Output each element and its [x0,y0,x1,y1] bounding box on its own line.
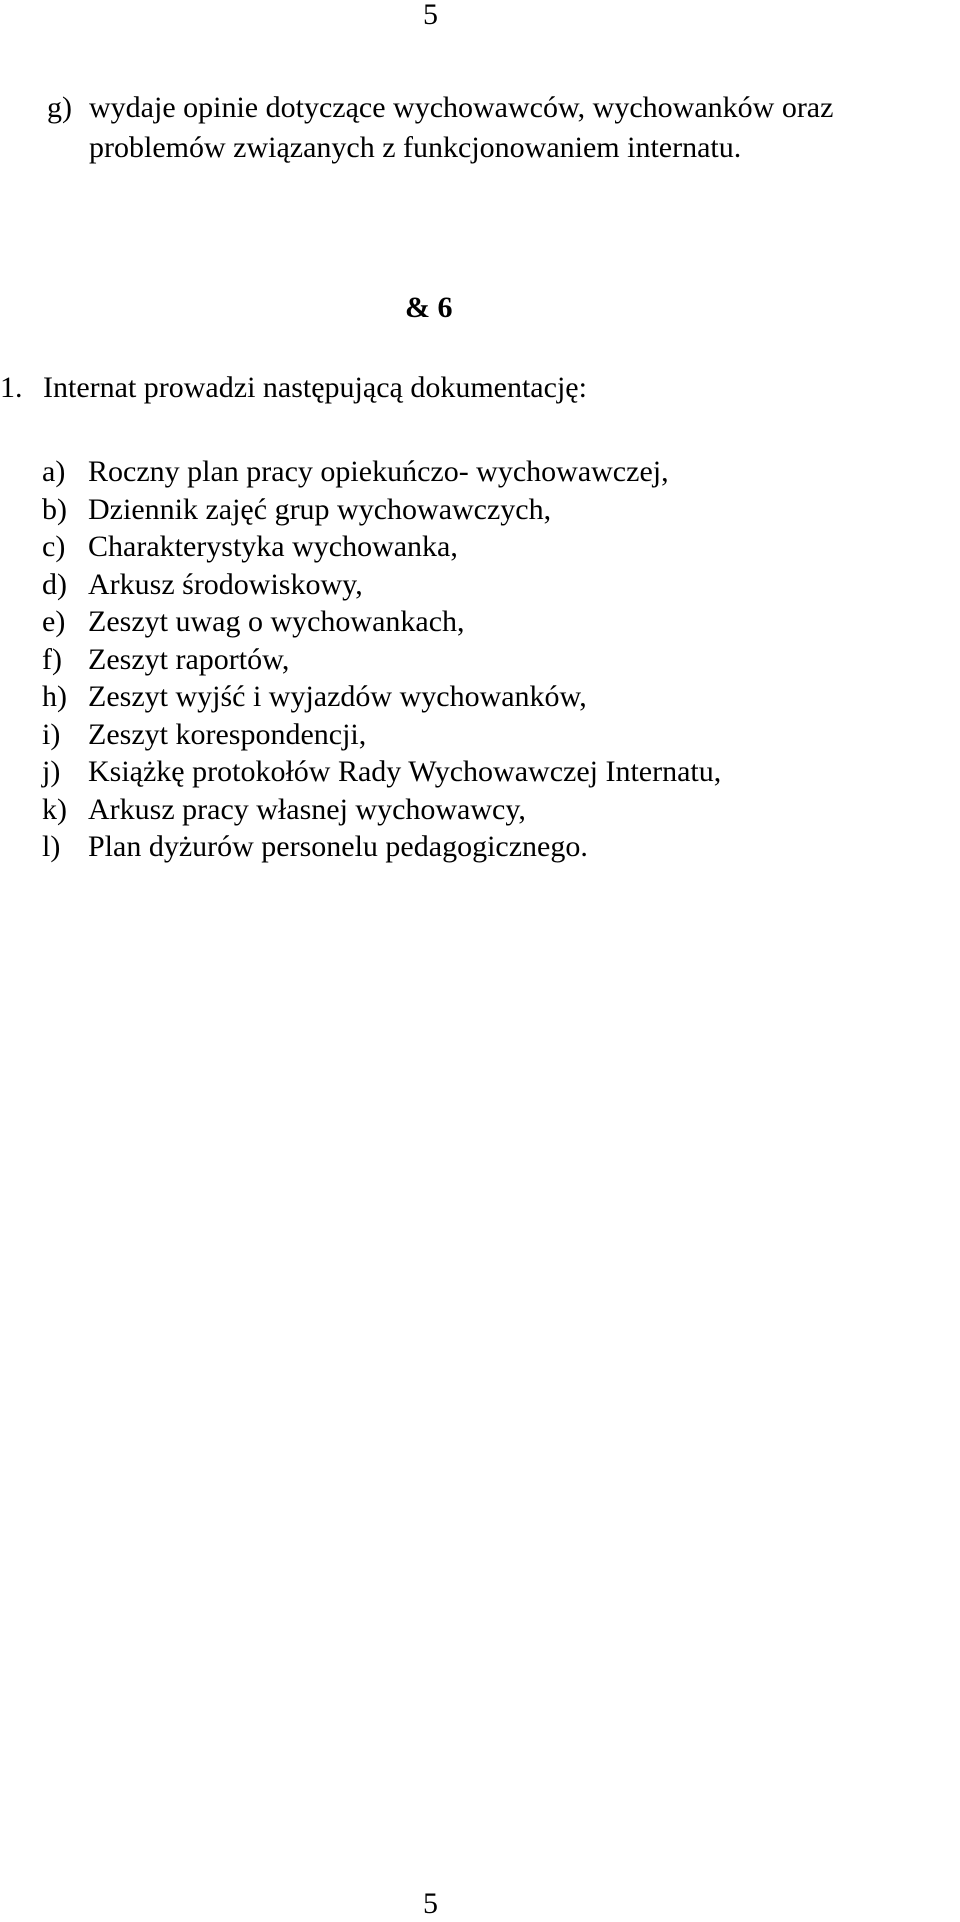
section-heading: & 6 [405,291,453,324]
list-item-text: Zeszyt uwag o wychowankach, [88,605,465,638]
list-item-text: Zeszyt raportów, [88,642,290,676]
list-item-text: Zeszyt korespondencji, [88,717,367,751]
list-marker: d) [42,567,67,601]
list-marker: f) [42,642,62,676]
intro-number: 1. [0,371,23,404]
list-item-text-line1: wydaje opinie dotyczące wychowawców, wychowanków oraz [89,91,834,124]
list-marker: j) [42,755,61,788]
list-marker: l) [42,830,61,863]
list-item-text: Zeszyt wyjść i wyjazdów wychowanków, [88,680,587,713]
list-item-text: Charakterystyka wychowanka, [88,530,458,563]
page-number-top: 5 [423,0,438,31]
list-item-text: Arkusz pracy własnej wychowawcy, [88,792,526,826]
list-item-text: Plan dyżurów personelu pedagogicznego. [88,830,588,863]
list-marker: k) [42,792,67,826]
page-number-bottom: 5 [423,1887,438,1920]
list-marker: e) [42,605,66,638]
list-marker: g) [47,91,72,124]
list-item-text: Książkę protokołów Rady Wychowawczej Internatu, [88,755,722,788]
intro-text: Internat prowadzi następującą dokumentację: [43,371,587,404]
list-marker: c) [42,530,66,563]
list-marker: i) [42,717,61,751]
list-marker: h) [42,680,67,713]
list-marker: b) [42,492,67,526]
list-item-text-line2: problemów związanych z funkcjonowaniem internatu. [89,131,742,164]
list-marker: a) [42,455,66,488]
list-item-text: Arkusz środowiskowy, [88,567,363,601]
list-item-text: Roczny plan pracy opiekuńczo- wychowawczej, [88,455,669,488]
list-item-text: Dziennik zajęć grup wychowawczych, [88,492,552,526]
